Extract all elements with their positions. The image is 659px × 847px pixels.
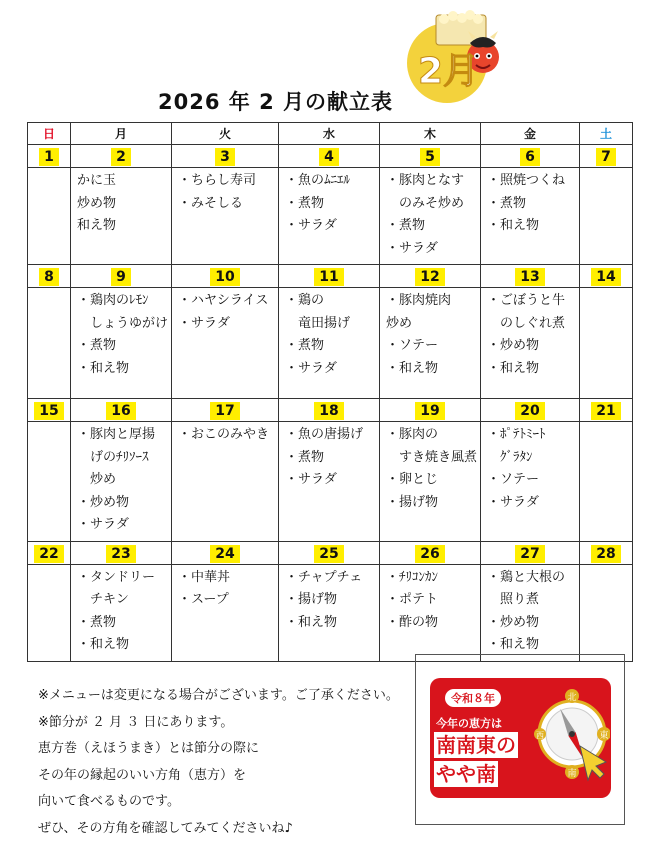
date-number: 17 [210, 402, 239, 420]
february-oni-badge [400, 5, 520, 105]
menu-item: ・煮物 [285, 338, 325, 353]
menu-cell [71, 168, 172, 265]
menu-item: ・ソテー [386, 338, 439, 353]
date-number: 18 [314, 402, 343, 420]
menu-item: ・揚げ物 [285, 592, 338, 607]
date-number: 26 [415, 545, 444, 563]
note-line: 恵方巻（えほうまき）とは節分の際に [38, 741, 260, 756]
menu-item: のしぐれ煮 [487, 315, 566, 331]
weekday-mon: 月 [71, 123, 172, 145]
menu-cell [481, 288, 580, 399]
date-cell [28, 399, 71, 422]
date-cell [580, 541, 633, 564]
date-number: 27 [515, 545, 544, 563]
menu-cell [580, 422, 633, 542]
date-number: 3 [215, 148, 235, 166]
menu-item: ・魚の唐揚げ [285, 427, 364, 442]
menu-row [28, 288, 633, 399]
page-title: 2026 年 2 月の献立表 [158, 90, 393, 114]
menu-item: 炒め物 [77, 195, 117, 211]
menu-item: ・卵とじ [386, 472, 439, 487]
weekday-header-row [28, 123, 633, 145]
menu-item: 照り煮 [487, 592, 540, 607]
menu-cell [172, 422, 279, 542]
menu-item: ・サラダ [386, 240, 438, 256]
date-cell [380, 399, 481, 422]
menu-cell [380, 168, 481, 265]
menu-item: ・和え物 [487, 218, 540, 233]
date-row [28, 399, 633, 422]
menu-item: ・ごぼうと牛 [487, 293, 566, 308]
menu-cell [580, 168, 633, 265]
menu-cell [580, 288, 633, 399]
menu-item: ・照焼つくね [487, 173, 566, 188]
date-cell [481, 145, 580, 168]
date-cell [172, 541, 279, 564]
eho-card [430, 678, 611, 798]
menu-cell [279, 168, 380, 265]
note-line: ※メニューは変更になる場合がございます。ご了承ください。 [38, 688, 399, 703]
compass-east: 東 [599, 731, 609, 741]
menu-cell [279, 564, 380, 661]
menu-cell [380, 288, 481, 399]
date-number: 28 [591, 545, 620, 563]
date-row [28, 145, 633, 168]
menu-item: ・サラダ [77, 517, 129, 532]
date-cell [580, 265, 633, 288]
date-number: 19 [415, 402, 444, 420]
menu-item: ・おこのみやき [178, 427, 270, 442]
note-line: ※節分が ２ 月 ３ 日にあります。 [38, 714, 234, 730]
menu-item: ・ソテー [487, 472, 540, 487]
date-cell [28, 145, 71, 168]
weekday-sat: 土 [580, 123, 633, 145]
menu-item: ・煮物 [77, 614, 117, 630]
reiwa-year-label: 令和８年 [445, 689, 501, 707]
date-cell [172, 399, 279, 422]
menu-row [28, 168, 633, 265]
menu-item: しょうゆがけ [77, 315, 169, 331]
menu-cell [28, 288, 71, 399]
menu-cell [481, 422, 580, 542]
date-number: 10 [210, 268, 239, 286]
menu-item: ・和え物 [77, 637, 130, 652]
date-number: 2 [111, 148, 131, 166]
menu-cell [580, 564, 633, 661]
compass-icon [534, 684, 610, 794]
menu-item: ・豚肉と厚揚 [77, 427, 156, 442]
note-line: 向いて食べるものです。 [38, 794, 180, 809]
menu-row [28, 564, 633, 661]
date-number: 14 [591, 268, 620, 286]
note-line: その年の縁起のいい方角（恵方）を [38, 767, 247, 783]
menu-item: ・和え物 [285, 614, 338, 630]
menu-cell [71, 288, 172, 399]
menu-item: ・煮物 [285, 195, 325, 211]
menu-item: ・炒め物 [487, 338, 540, 353]
menu-item: 炒め [77, 472, 117, 487]
date-cell [172, 265, 279, 288]
menu-cell [28, 168, 71, 265]
menu-cell [279, 288, 380, 399]
date-cell [71, 541, 172, 564]
menu-item: ・炒め物 [77, 494, 130, 510]
menu-item: ・豚肉となす [386, 173, 465, 188]
eho-direction-sub: やや南 [436, 762, 496, 786]
date-cell [380, 265, 481, 288]
menu-item: ・魚のﾑﾆｴﾙ [285, 173, 351, 188]
date-number: 11 [314, 268, 343, 286]
compass-west: 西 [536, 731, 544, 740]
menu-cell [279, 422, 380, 542]
menu-item: 炒め [386, 315, 413, 331]
menu-cell [481, 168, 580, 265]
date-number: 22 [34, 545, 63, 563]
menu-item: 竜田揚げ [285, 315, 351, 331]
menu-item: ・煮物 [285, 449, 325, 465]
menu-item: ・和え物 [487, 637, 540, 652]
notes-block [38, 683, 399, 842]
menu-item: のみそ炒め [386, 195, 465, 211]
menu-cell [172, 168, 279, 265]
date-number: 5 [420, 148, 440, 166]
date-cell [28, 265, 71, 288]
badge-month: 2月 [418, 51, 480, 92]
weekday-fri: 金 [481, 123, 580, 145]
date-cell [380, 541, 481, 564]
menu-cell [380, 564, 481, 661]
date-cell [481, 541, 580, 564]
menu-item: ・サラダ [178, 315, 230, 331]
weekday-wed: 水 [279, 123, 380, 145]
menu-row [28, 422, 633, 542]
menu-item: ・タンドリー [77, 569, 156, 585]
weekday-sun: 日 [28, 123, 71, 145]
date-cell [279, 145, 380, 168]
compass-south: 南 [567, 769, 577, 779]
date-number: 6 [520, 148, 540, 166]
note-line: ぜひ、その方角を確認してみてくださいね♪ [38, 820, 293, 836]
date-cell [71, 265, 172, 288]
menu-item: ・鶏の [285, 293, 325, 308]
eho-direction: 南南東の [436, 733, 516, 757]
date-number: 25 [314, 545, 343, 563]
menu-item: ・サラダ [285, 360, 337, 376]
menu-item: ・サラダ [487, 494, 539, 510]
date-row [28, 265, 633, 288]
menu-item: ・和え物 [386, 360, 439, 376]
menu-calendar [27, 122, 633, 662]
date-number: 7 [596, 148, 616, 166]
menu-item: すき焼き風煮 [386, 449, 478, 465]
menu-cell [481, 564, 580, 661]
menu-item: ・鶏肉のﾚﾓﾝ [77, 293, 149, 308]
date-cell [481, 399, 580, 422]
menu-cell [28, 564, 71, 661]
date-number: 4 [319, 148, 339, 166]
date-number: 16 [106, 402, 135, 420]
menu-item: チキン [77, 592, 129, 607]
menu-item: ・煮物 [487, 195, 527, 211]
menu-item: ・煮物 [77, 338, 117, 353]
date-row [28, 541, 633, 564]
date-cell [71, 145, 172, 168]
date-number: 12 [415, 268, 444, 286]
date-number: 15 [34, 402, 63, 420]
date-number: 24 [210, 545, 239, 563]
date-cell [279, 541, 380, 564]
date-cell [71, 399, 172, 422]
menu-item: ・和え物 [487, 360, 540, 376]
date-cell [279, 399, 380, 422]
menu-cell [71, 564, 172, 661]
date-cell [580, 399, 633, 422]
eho-intro: 今年の恵方は [436, 717, 502, 730]
date-cell [279, 265, 380, 288]
menu-item: ・チャプチェ [285, 569, 363, 585]
menu-item: 和え物 [77, 218, 117, 233]
weekday-tue: 火 [172, 123, 279, 145]
menu-item: ・酢の物 [386, 614, 439, 630]
menu-cell [380, 422, 481, 542]
menu-item: かに玉 [77, 173, 117, 188]
date-number: 21 [591, 402, 620, 420]
date-number: 1 [39, 148, 59, 166]
menu-item: ・豚肉焼肉 [386, 293, 452, 308]
date-number: 8 [39, 268, 59, 286]
date-number: 20 [515, 402, 544, 420]
date-number: 13 [515, 268, 544, 286]
date-number: 9 [111, 268, 131, 286]
menu-item: ・ちらし寿司 [178, 173, 257, 188]
menu-item: ・ハヤシライス [178, 293, 269, 308]
menu-item: ・鶏と大根の [487, 569, 566, 585]
menu-item: ・炒め物 [487, 614, 540, 630]
menu-item: ｸﾞﾗﾀﾝ [487, 449, 533, 465]
weekday-thu: 木 [380, 123, 481, 145]
menu-item: ・豚肉の [386, 427, 439, 442]
menu-cell [71, 422, 172, 542]
menu-item: ・みそしる [178, 195, 244, 211]
menu-item: ・揚げ物 [386, 494, 439, 510]
date-cell [28, 541, 71, 564]
date-number: 23 [106, 545, 135, 563]
menu-item: ・サラダ [285, 472, 337, 487]
compass-north: 北 [567, 693, 577, 703]
menu-item: ・ポテト [386, 592, 439, 607]
menu-item: ・和え物 [77, 360, 130, 376]
menu-item: ・煮物 [386, 218, 426, 233]
menu-item: ・スープ [178, 592, 229, 607]
menu-item: げのﾁﾘｿｰｽ [77, 449, 149, 465]
menu-item: ・ﾁﾘｺﾝｶﾝ [386, 569, 439, 585]
date-cell [172, 145, 279, 168]
date-cell [481, 265, 580, 288]
menu-cell [28, 422, 71, 542]
eho-info-box [415, 654, 625, 825]
menu-item: ・ﾎﾟﾃﾄﾐｰﾄ [487, 427, 546, 442]
menu-item: ・中華丼 [178, 569, 231, 585]
date-cell [580, 145, 633, 168]
menu-cell [172, 564, 279, 661]
date-cell [380, 145, 481, 168]
menu-item: ・サラダ [285, 218, 337, 233]
menu-cell [172, 288, 279, 399]
